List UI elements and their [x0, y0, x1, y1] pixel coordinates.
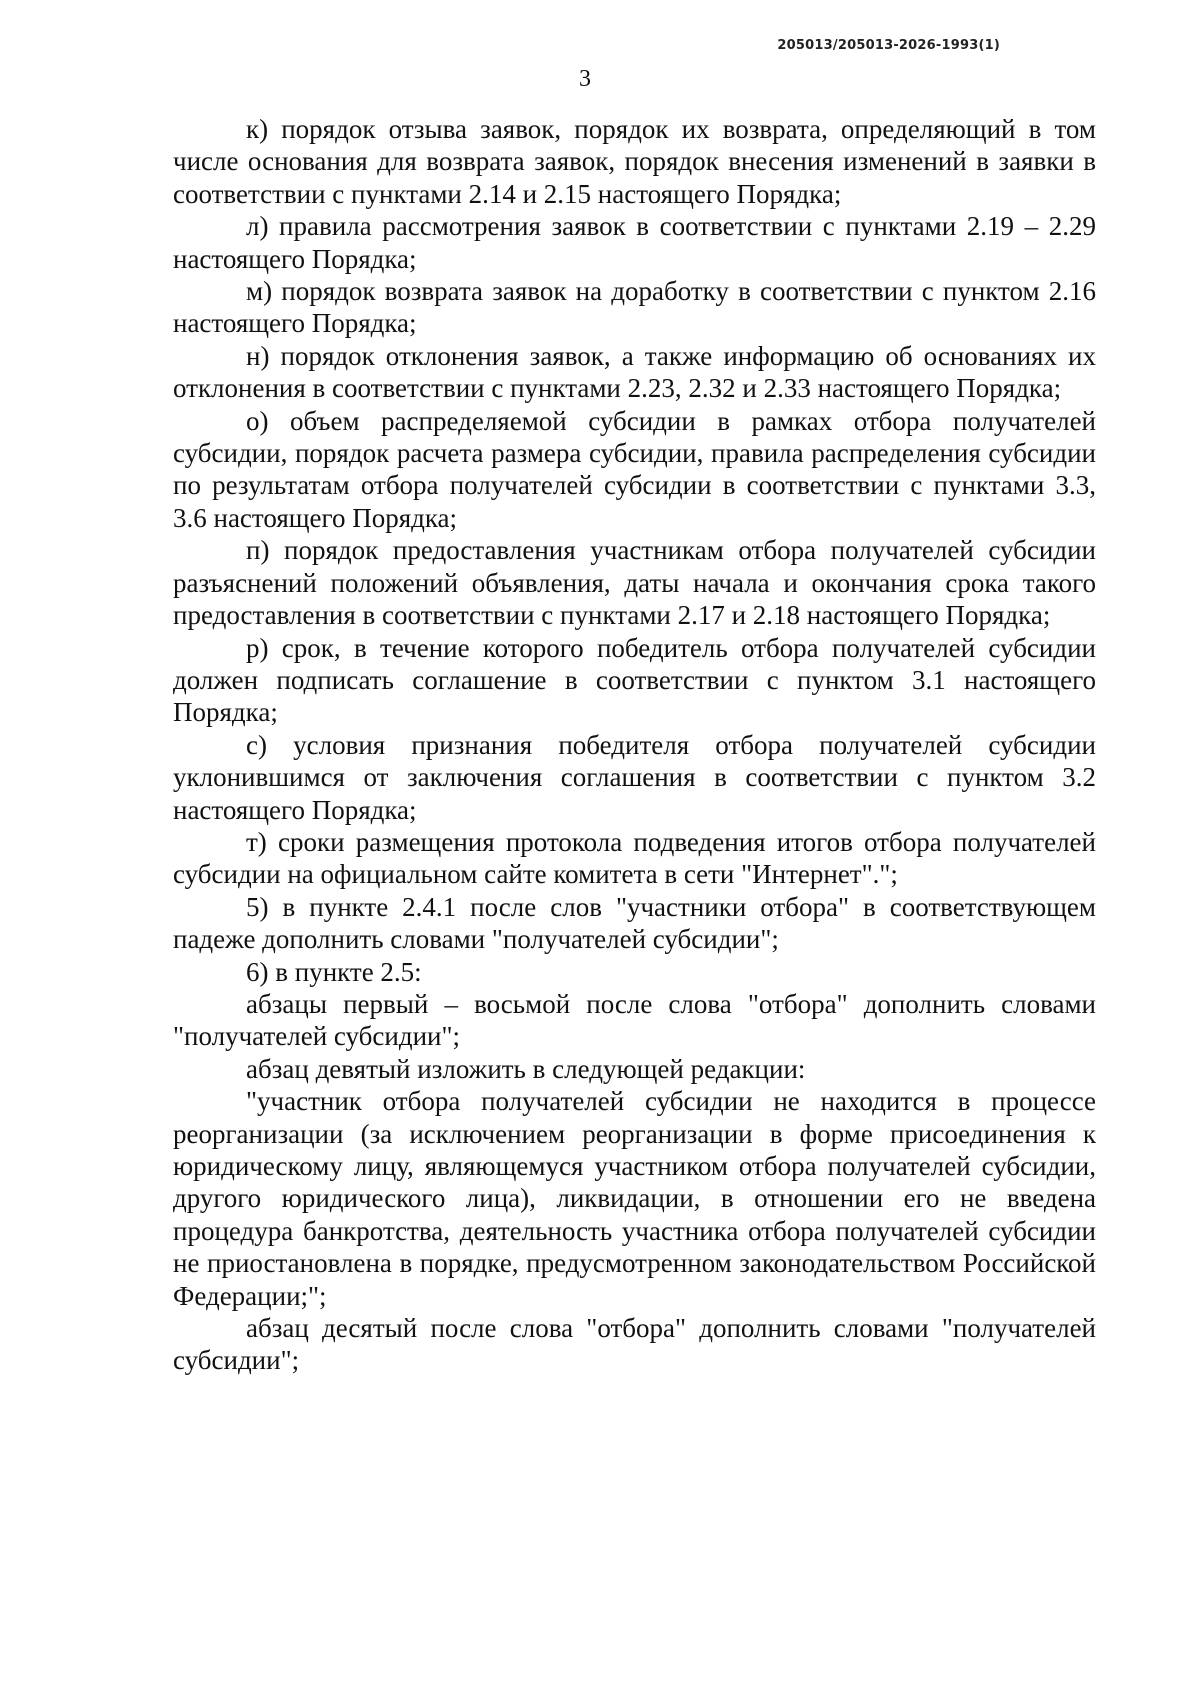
paragraph-item-5: 5) в пункте 2.4.1 после слов "участники отбора" в соответствующем падеже дополнить словами "получателей субсидии";	[173, 891, 1096, 955]
paragraph-p: п) порядок предоставления участникам отбора получателей субсидии разъяснений положений объявления, даты начала и окончания срока такого предоставления в соответствии с пунктами 2.17 и 2.18 настоящего Порядка;	[173, 535, 1096, 631]
paragraph-abzac-10: абзац десятый после слова "отбора" дополнить словами "получателей субсидии";	[173, 1313, 1096, 1376]
document-body	[173, 113, 1096, 1377]
paragraph-abzac-9-intro: абзац девятый изложить в следующей редакции:	[246, 1053, 806, 1084]
paragraph-abzacy-1-8: абзацы первый – восьмой после слова "отбора" дополнить словами "получателей субсидии";	[173, 988, 1096, 1052]
paragraph-abzac-9-text: "участник отбора получателей субсидии не находится в процессе реорганизации (за исключением реорганизации в форме присоединения к юридическому лицу, являющемуся участником отбора получателей субсидии, другого юридического лица), ликвидации, в отношении его не введена процедура банкротства, деятельность участника отбора получателей субсидии не приостановлена в порядке, предусмотренном законодательством Российской Федерации;";	[173, 1086, 1096, 1311]
document-id: 205013/205013-2026-1993(1)	[777, 38, 1000, 53]
paragraph-k: к) порядок отзыва заявок, порядок их возврата, определяющий в том числе основания для возврата заявок, порядок внесения изменений в заявки в соответствии с пунктами 2.14 и 2.15 настоящего Порядка;	[173, 114, 1096, 209]
paragraph-s: с) условия признания победителя отбора получателей субсидии уклонившимся от заключения соглашения в соответствии с пунктом 3.2 настоящего Порядка;	[173, 729, 1096, 825]
paragraph-n: н) порядок отклонения заявок, а также информацию об основаниях их отклонения в соответствии с пунктами 2.23, 2.32 и 2.33 настоящего Порядка;	[173, 340, 1096, 404]
paragraph-r: р) срок, в течение которого победитель отбора получателей субсидии должен подписать соглашение в соответствии с пунктом 3.1 настоящего Порядка;	[173, 632, 1096, 728]
page-number: 3	[579, 66, 591, 92]
paragraph-o: о) объем распределяемой субсидии в рамках отбора получателей субсидии, порядок расчета размера субсидии, правила распределения субсидии по результатам отбора получателей субсидии в соответствии с пунктами 3.3, 3.6 настоящего Порядка;	[173, 405, 1096, 533]
paragraph-m: м) порядок возврата заявок на доработку в соответствии с пунктом 2.16 настоящего Порядка;	[173, 276, 1096, 339]
paragraph-t: т) сроки размещения протокола подведения итогов отбора получателей субсидии на официальном сайте комитета в сети "Интернет".";	[173, 826, 1096, 890]
paragraph-l: л) правила рассмотрения заявок в соответствии с пунктами 2.19 – 2.29 настоящего Порядка;	[173, 211, 1096, 274]
paragraph-item-6: 6) в пункте 2.5:	[246, 956, 422, 987]
